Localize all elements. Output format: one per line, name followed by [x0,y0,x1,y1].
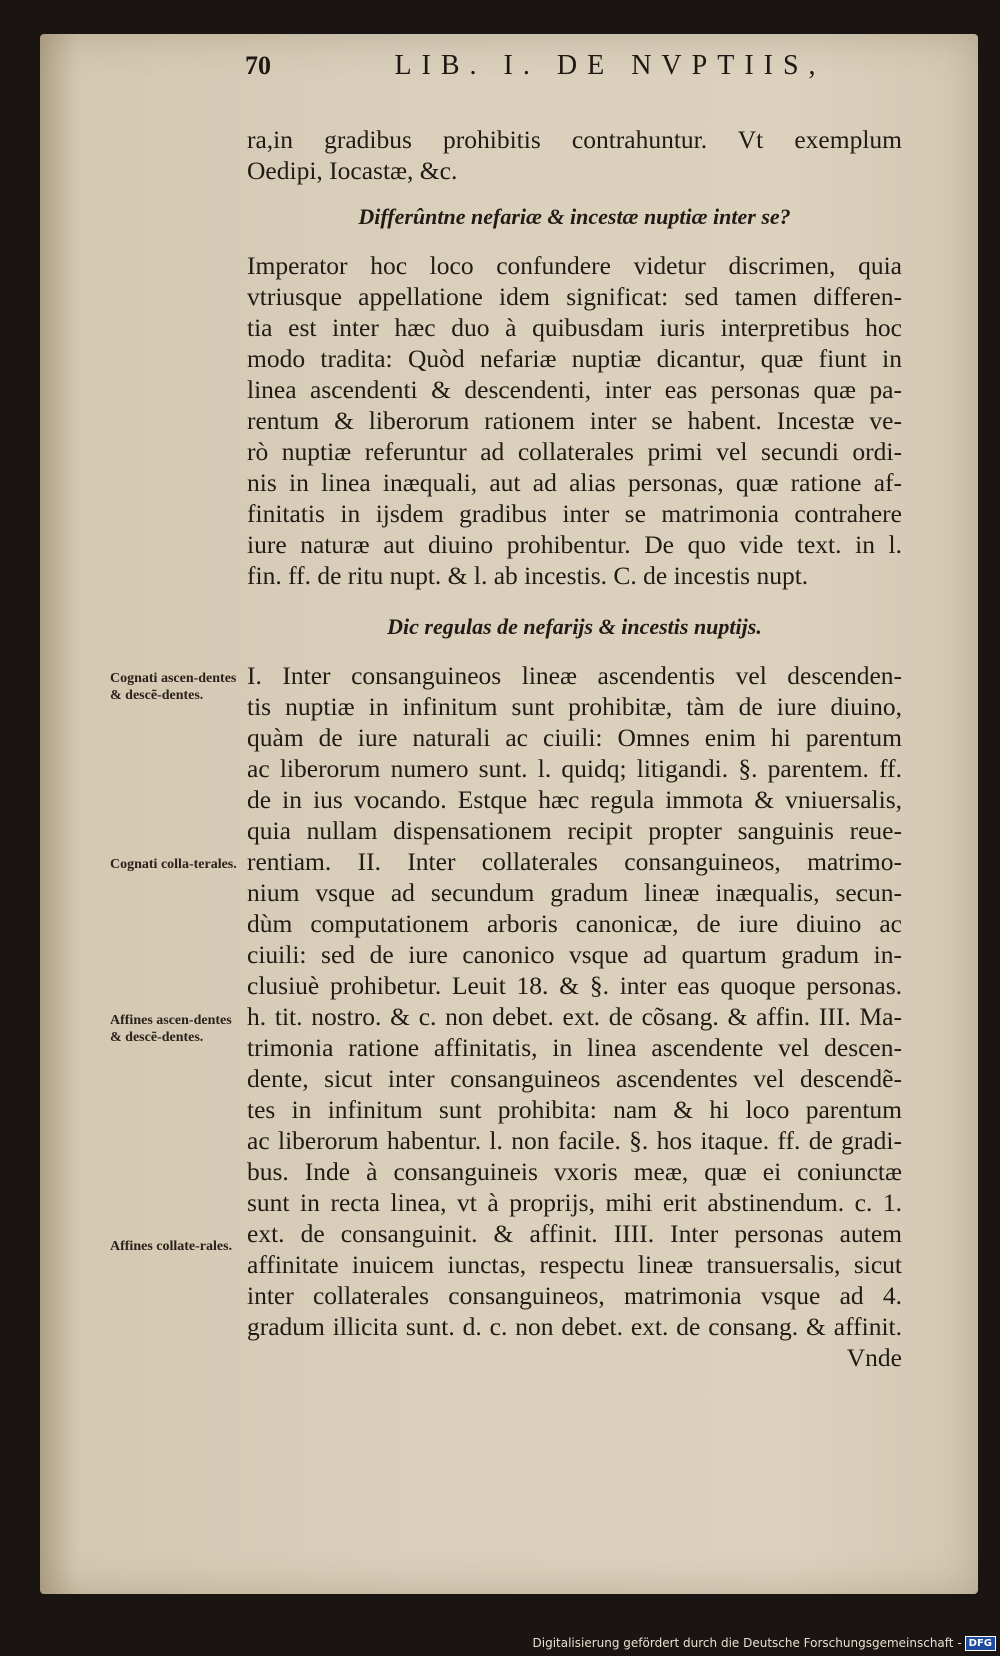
text-line: I. Inter consanguineos lineæ ascendentis vel descenden- [247,661,902,690]
question-heading-1: Differûntne nefariæ & incestæ nuptiæ inter se? [358,204,791,229]
text-line: nis in linea inæquali, aut ad alias personas, quæ ratione af- [247,468,902,497]
text-line: inter collaterales consanguineos, matrimonia vsque ad 4. [247,1281,902,1310]
text-line: vtriusque appellatione idem significat: sed tamen differen- [247,282,902,311]
text-block-3 [247,660,902,1373]
text-line: rentiam. II. Inter collaterales consanguineos, matrimo- [247,847,902,876]
footer-credit: Digitalisierung gefördert durch die Deutsche Forschungsgemeinschaft - [532,1636,962,1650]
text-line: dente, sicut inter consanguineos ascendentes vel descendẽ- [247,1064,902,1093]
text-line: tes in infinitum sunt prohibita: nam & hi loco parentum [247,1095,902,1124]
text-line: ciuili: sed de iure canonico vsque ad quartum gradum in- [247,940,902,969]
marginal-note: Affines ascen-dentes & descẽ-dentes. [110,1013,232,1045]
text-line: quàm de iure naturali ac ciuili: Omnes enim hi parentum [247,723,902,752]
text-line: quia nullam dispensationem recipit propter sanguinis reue- [247,816,902,845]
text-line: bus. Inde à consanguineis vxoris meæ, quæ ei coniunctæ [247,1157,902,1186]
page-header [245,50,905,82]
text-line: gradum illicita sunt. d. c. non debet. ext. de consang. & affinit. [247,1312,902,1341]
text-block-1 [247,124,902,186]
text-line: affinitate inuicem iunctas, respectu lineæ transuersalis, sicut [247,1250,902,1279]
text-line: nium vsque ad secundum gradum lineæ inæqualis, secun- [247,878,902,907]
text-line: ext. de consanguinit. & affinit. IIII. Inter personas autem [247,1219,902,1248]
digitization-footer [0,1636,996,1651]
text-line: ac liberorum habentur. l. non facile. §. hos itaque. ff. de gradi- [247,1126,902,1155]
text-line: rò nuptiæ referuntur ad collaterales primi vel secundi ordi- [247,437,902,466]
text-line: h. tit. nostro. & c. non debet. ext. de cõsang. & affin. III. Ma- [247,1002,902,1031]
text-line: trimonia ratione affinitatis, in linea ascendente vel descen- [247,1033,902,1062]
catchword: Vnde [846,1343,902,1372]
text-line: rentum & liberorum rationem inter se habent. Incestæ ve- [247,406,902,435]
text-line: de in ius vocando. Estque hæc regula immota & vniuersalis, [247,785,902,814]
question-heading-2: Dic regulas de nefarijs & incestis nuptijs. [387,614,762,639]
text-line: modo tradita: Quòd nefariæ nuptiæ dicantur, quæ fiunt in [247,344,902,373]
text-line: clusiuè prohibetur. Leuit 18. & §. inter eas quoque personas. [247,971,902,1000]
text-line: Oedipi, Iocastæ, &c. [247,156,458,185]
marginal-note: Cognati colla-terales. [110,857,237,872]
text-line: dùm computationem arboris canonicæ, de iure diuino ac [247,909,902,938]
text-line: sunt in recta linea, vt à proprijs, mihi erit abstinendum. c. 1. [247,1188,902,1217]
text-line: ac liberorum numero sunt. l. quidq; litigandi. §. parentem. ff. [247,754,902,783]
folio-number: 70 [245,51,271,80]
text-block-2 [247,250,902,591]
running-title: LIB. I. DE NVPTIIS, [394,50,826,81]
text-line: linea ascendenti & descendenti, inter eas personas quæ pa- [247,375,902,404]
dfg-logo-icon: DFG [965,1636,996,1651]
marginal-note: Affines collate-rales. [110,1239,233,1254]
text-line: iure naturæ aut diuino prohibentur. De quo vide text. in l. [247,530,902,559]
text-line: tia est inter hæc duo à quibusdam iuris interpretibus hoc [247,313,902,342]
text-line: finitatis in ijsdem gradibus inter se matrimonia contrahere [247,499,902,528]
text-line: tis nuptiæ in infinitum sunt prohibitæ, tàm de iure diuino, [247,692,902,721]
text-line: fin. ff. de ritu nupt. & l. ab incestis. C. de incestis nupt. [247,561,809,590]
text-line: ra,in gradibus prohibitis contrahuntur. Vt exemplum [247,125,902,154]
marginal-note: Cognati ascen-dentes & descẽ-dentes. [110,671,237,703]
text-line: Imperator hoc loco confundere videtur discrimen, quia [247,251,902,280]
